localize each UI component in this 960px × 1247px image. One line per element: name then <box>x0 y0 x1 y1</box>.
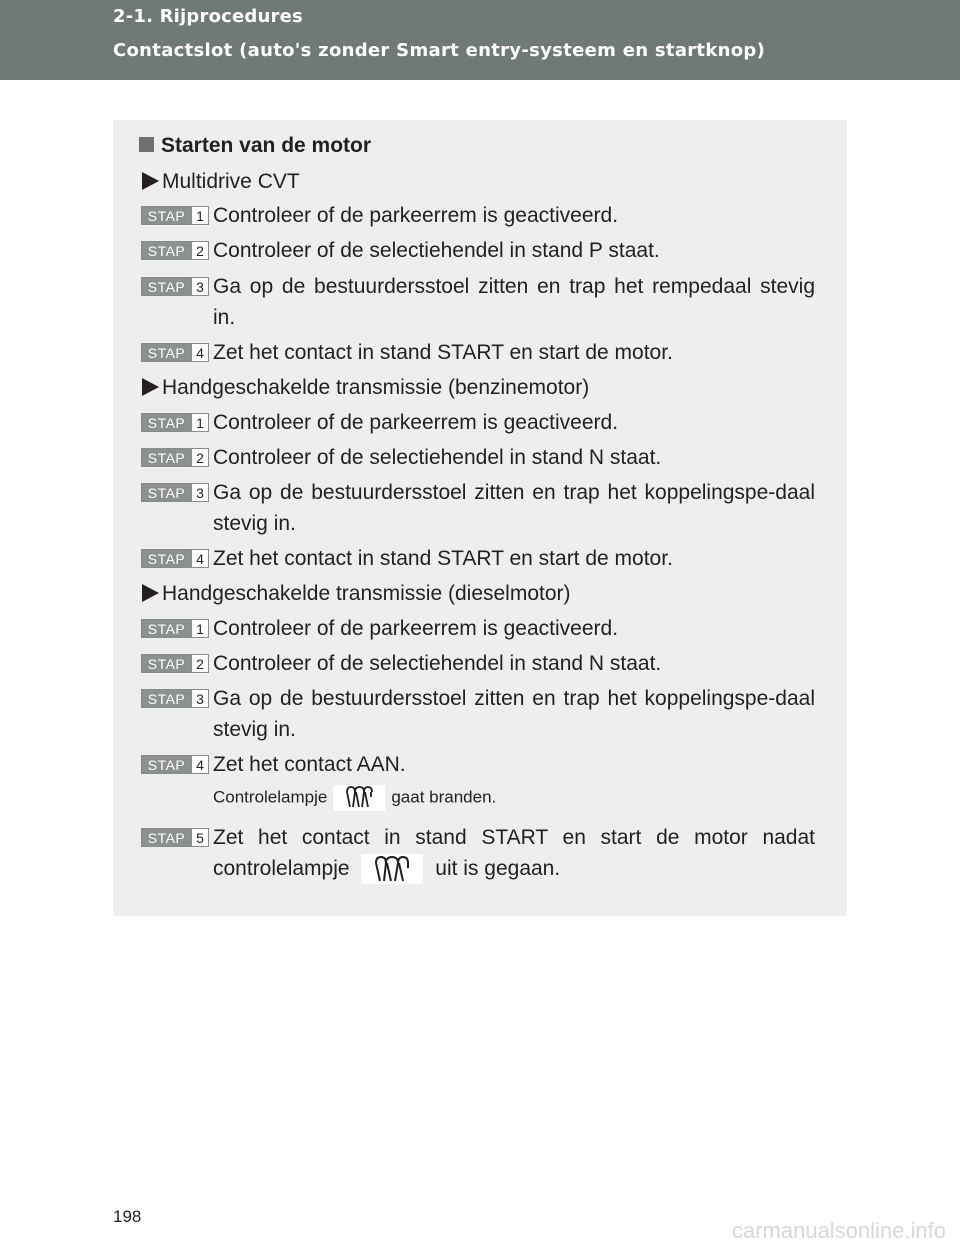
subheading-diesel: Handgeschakelde transmissie (dieselmotor) <box>142 580 876 608</box>
step-badge: STAP 2 <box>141 241 209 260</box>
indicator-note: Controlelampje gaat branden. <box>213 785 496 811</box>
step-badge: STAP 5 <box>141 828 209 847</box>
step-text: Controleer of de parkeerrem is geactiveerd. <box>213 204 619 227</box>
step-badge: STAP 1 <box>141 619 209 638</box>
subheading-petrol: Handgeschakelde transmissie (benzinemotor) <box>142 374 876 402</box>
step-badge: STAP 3 <box>141 483 209 502</box>
step-badge: STAP 4 <box>141 755 209 774</box>
step-text: Zet het contact in stand START en start de motor. <box>213 341 673 364</box>
step-badge: STAP 2 <box>141 654 209 673</box>
step-badge: STAP 4 <box>141 549 209 568</box>
step-text: Controleer of de parkeerrem is geactiveerd. <box>213 617 619 640</box>
step-text: Controleer of de parkeerrem is geactiveerd. <box>213 411 619 434</box>
step-text: Controleer of de selectiehendel in stand P staat. <box>213 239 660 262</box>
subheading-cvt: Multidrive CVT <box>142 168 876 196</box>
square-bullet-icon <box>139 137 154 152</box>
step-text: Controleer of de selectiehendel in stand N staat. <box>213 446 662 469</box>
step-text-5: Zet het contact in stand START en start de motor nadat controlelampje uit is gegaan. <box>213 822 815 884</box>
section-heading: Starten van de motor <box>139 132 873 160</box>
step-badge: STAP 1 <box>141 413 209 432</box>
glow-plug-indicator-icon <box>361 854 423 884</box>
content-panel <box>113 120 847 916</box>
step-text: Controleer of de selectiehendel in stand N staat. <box>213 652 662 675</box>
step-text: Ga op de bestuurdersstoel zitten en trap het rempedaal stevig in. <box>213 275 815 329</box>
step-text: Ga op de bestuurdersstoel zitten en trap het koppelingspe-daal stevig in. <box>213 687 815 741</box>
page-number: 198 <box>113 1207 142 1226</box>
glow-plug-indicator-icon <box>333 785 385 811</box>
step-badge: STAP 1 <box>141 206 209 225</box>
page-header <box>0 0 960 80</box>
triangle-bullet-icon <box>142 172 159 190</box>
step-badge: STAP 4 <box>141 343 209 362</box>
step-badge: STAP 2 <box>141 448 209 467</box>
step-badge: STAP 3 <box>141 689 209 708</box>
step-badge: STAP 3 <box>141 277 209 296</box>
watermark: carmanualsonline.info <box>731 1218 946 1243</box>
step-text: Ga op de bestuurdersstoel zitten en trap het koppelingspe-daal stevig in. <box>213 481 815 535</box>
step-text: Zet het contact in stand START en start de motor. <box>213 547 673 570</box>
triangle-bullet-icon <box>142 584 159 602</box>
section-title: 2-1. Rijprocedures <box>113 6 303 27</box>
page-title: Contactslot (auto's zonder Smart entry-systeem en startknop) <box>113 40 766 61</box>
triangle-bullet-icon <box>142 378 159 396</box>
step-text: Zet het contact AAN. <box>213 753 406 776</box>
